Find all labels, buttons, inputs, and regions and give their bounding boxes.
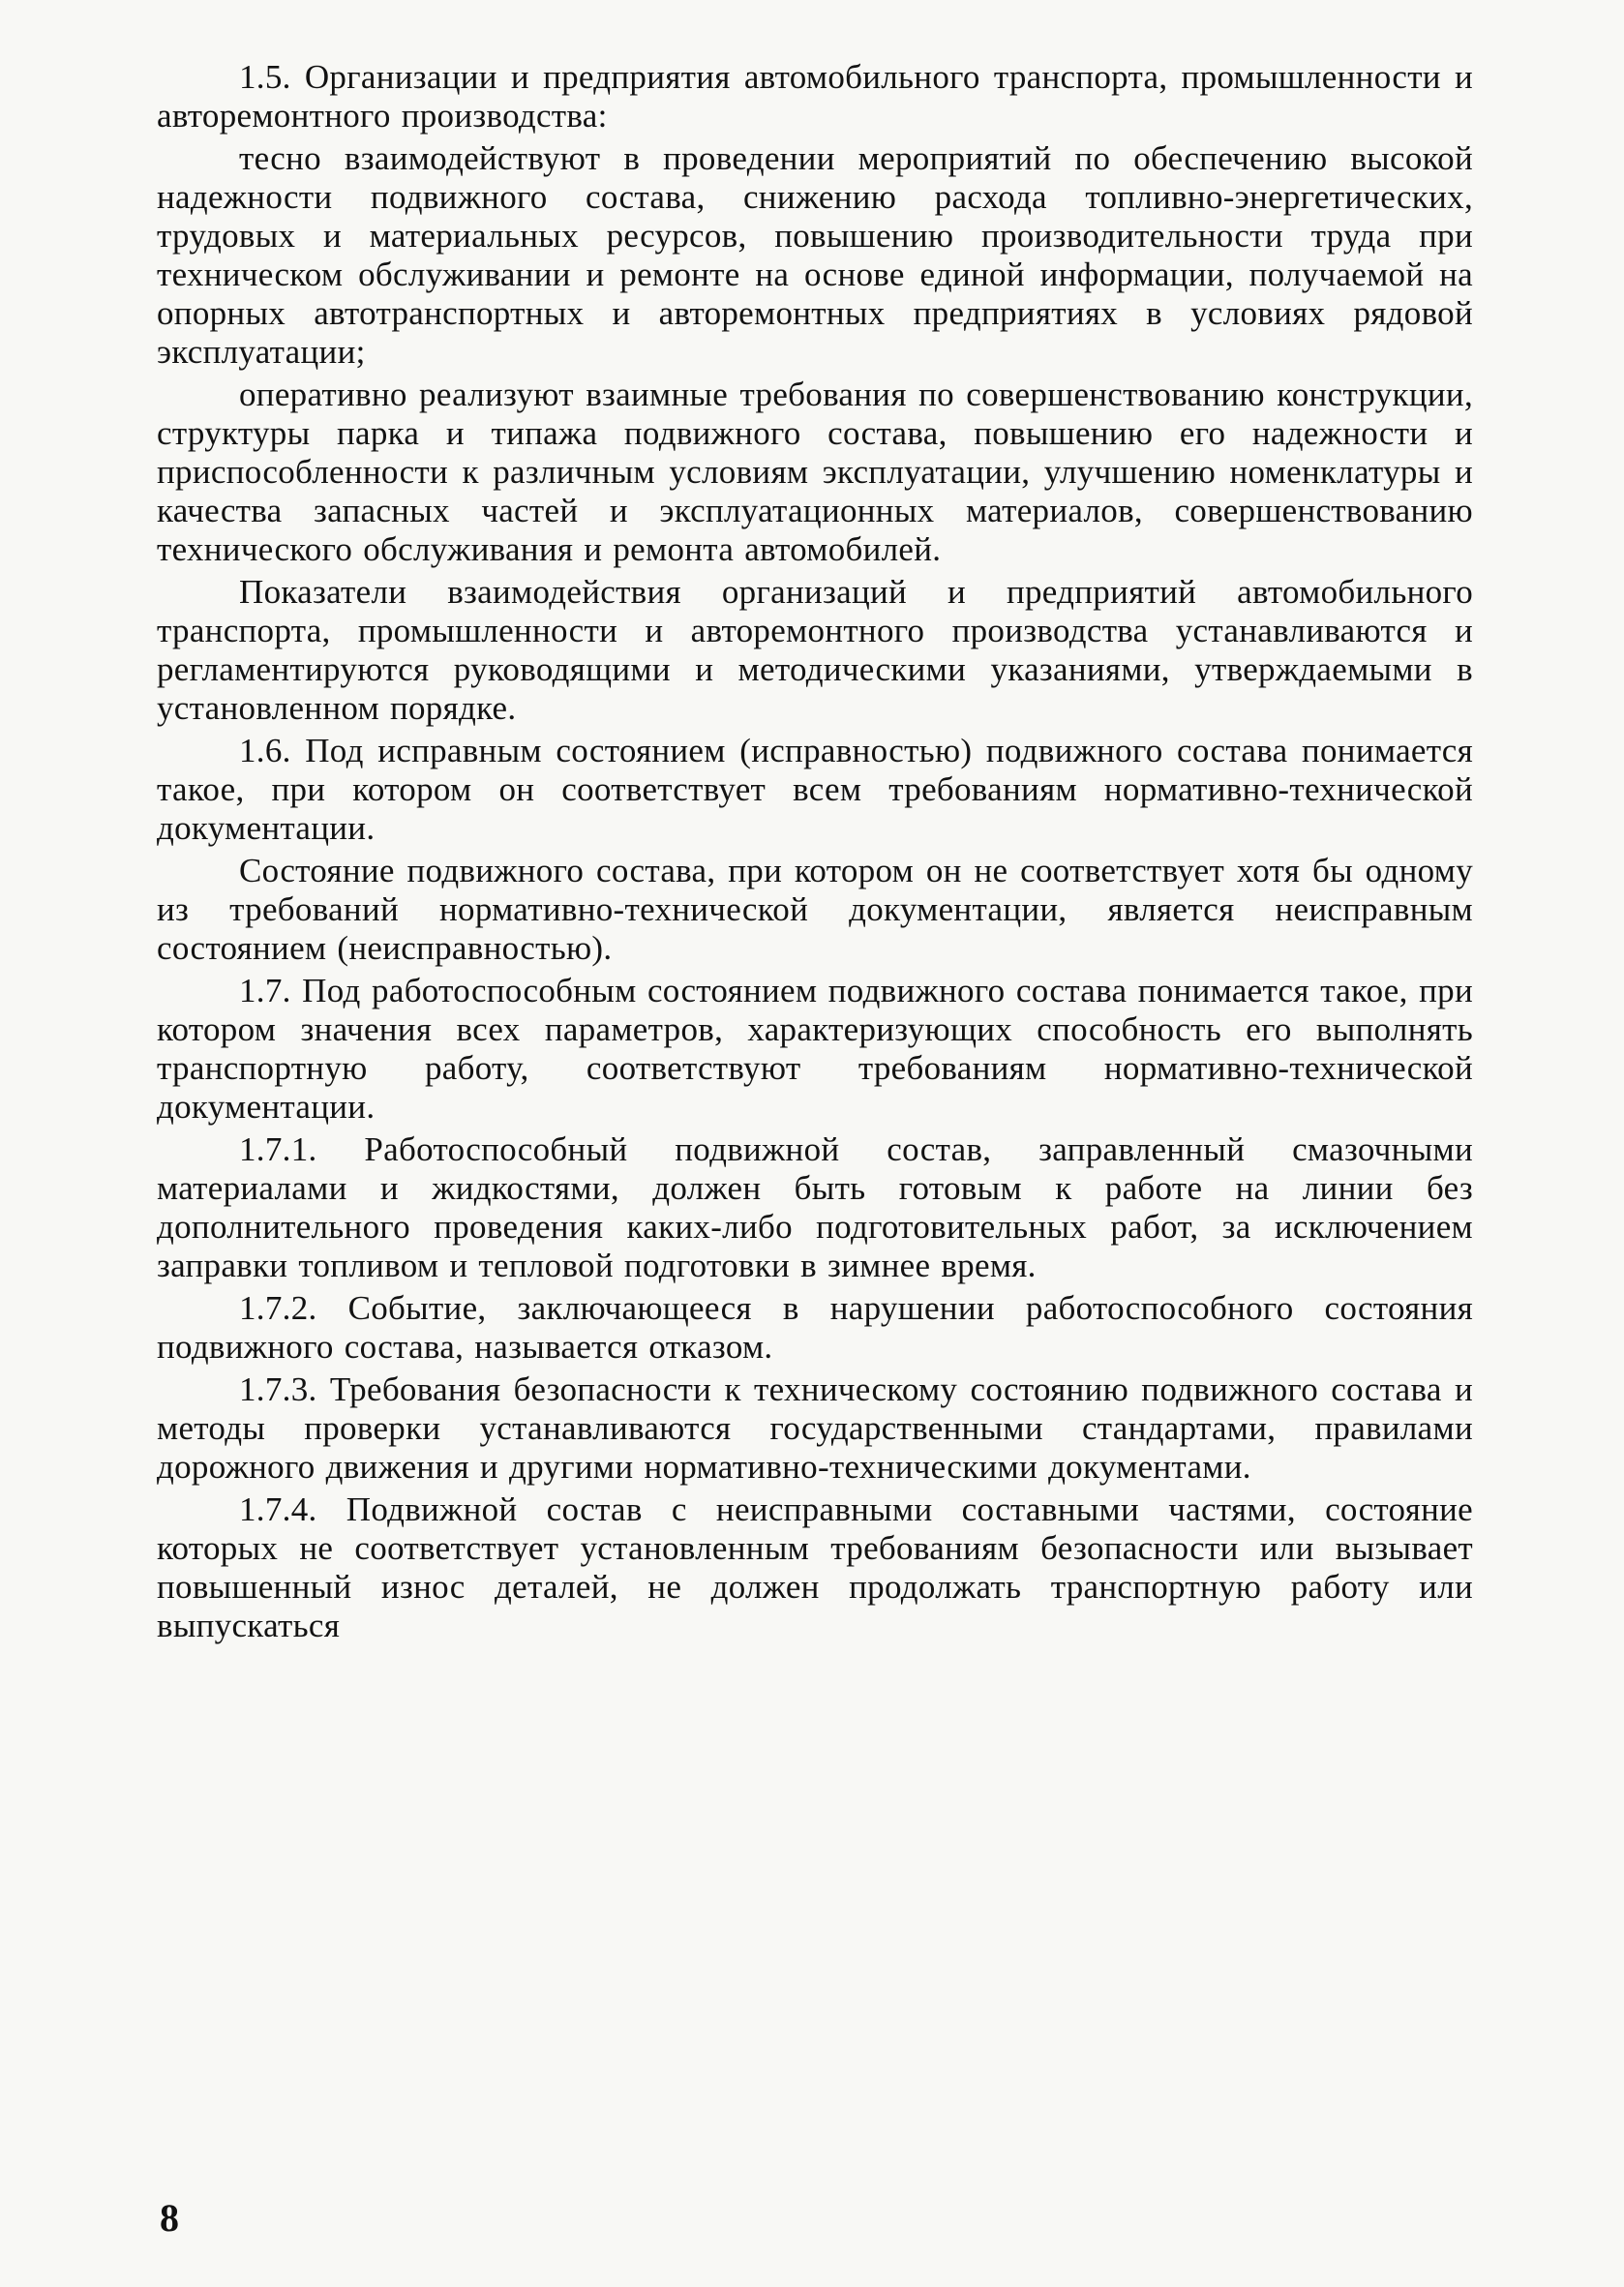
paragraph-1-7-4: 1.7.4. Подвижной состав с неисправными составными частями, состояние которых не соответствует установленным требованиям безопасности или вызывает повышенный износ деталей, не должен продолжать транспортную работу или выпускаться [157,1490,1473,1644]
body-text [157,58,1473,1649]
paragraph-1-7-2: 1.7.2. Событие, заключающееся в нарушении работоспособного состояния подвижного состава, называется отказом. [157,1289,1473,1366]
paragraph-1-7-3: 1.7.3. Требования безопасности к техническому состоянию подвижного состава и методы проверки устанавливаются государственными стандартами, правилами дорожного движения и другими нормативно-техническими документами. [157,1370,1473,1486]
paragraph-1-5-item-1: тесно взаимодействуют в проведении мероприятий по обеспечению высокой надежности подвижного состава, снижению расхода топливно-энергетических, трудовых и материальных ресурсов, повышению производительности труда при техническом обслуживании и ремонте на основе единой информации, получаемой на опорных автотранспортных и авторемонтных предприятиях в условиях рядовой эксплуатации; [157,139,1473,371]
page-number: 8 [160,2196,179,2240]
paragraph-interaction-indicators: Показатели взаимодействия организаций и предприятий автомобильного транспорта, промышленности и авторемонтного производства устанавливаются и регламентируются руководящими и методическими указаниями, утверждаемыми в установленном порядке. [157,573,1473,727]
paragraph-1-5: 1.5. Организации и предприятия автомобильного транспорта, промышленности и авторемонтного производства: [157,58,1473,135]
paragraph-1-7: 1.7. Под работоспособным состоянием подвижного состава понимается такое, при котором значения всех параметров, характеризующих способность его выполнять транспортную работу, соответствуют требованиям нормативно-технической документации. [157,972,1473,1126]
paragraph-1-7-1: 1.7.1. Работоспособный подвижной состав, заправленный смазочными материалами и жидкостями, должен быть готовым к работе на линии без дополнительного проведения каких-либо подготовительных работ, за исключением заправки топливом и тепловой подготовки в зимнее время. [157,1130,1473,1284]
paragraph-1-5-item-2: оперативно реализуют взаимные требования по совершенствованию конструкции, структуры парка и типажа подвижного состава, повышению его надежности и приспособленности к различным условиям эксплуатации, улучшению номенклатуры и качества запасных частей и эксплуатационных материалов, совершенствованию технического обслуживания и ремонта автомобилей. [157,376,1473,568]
paragraph-faulty-state: Состояние подвижного состава, при котором он не соответствует хотя бы одному из требований нормативно-технической документации, является неисправным состоянием (неисправностью). [157,852,1473,967]
paragraph-1-6: 1.6. Под исправным состоянием (исправностью) подвижного состава понимается такое, при котором он соответствует всем требованиям нормативно-технической документации. [157,732,1473,847]
